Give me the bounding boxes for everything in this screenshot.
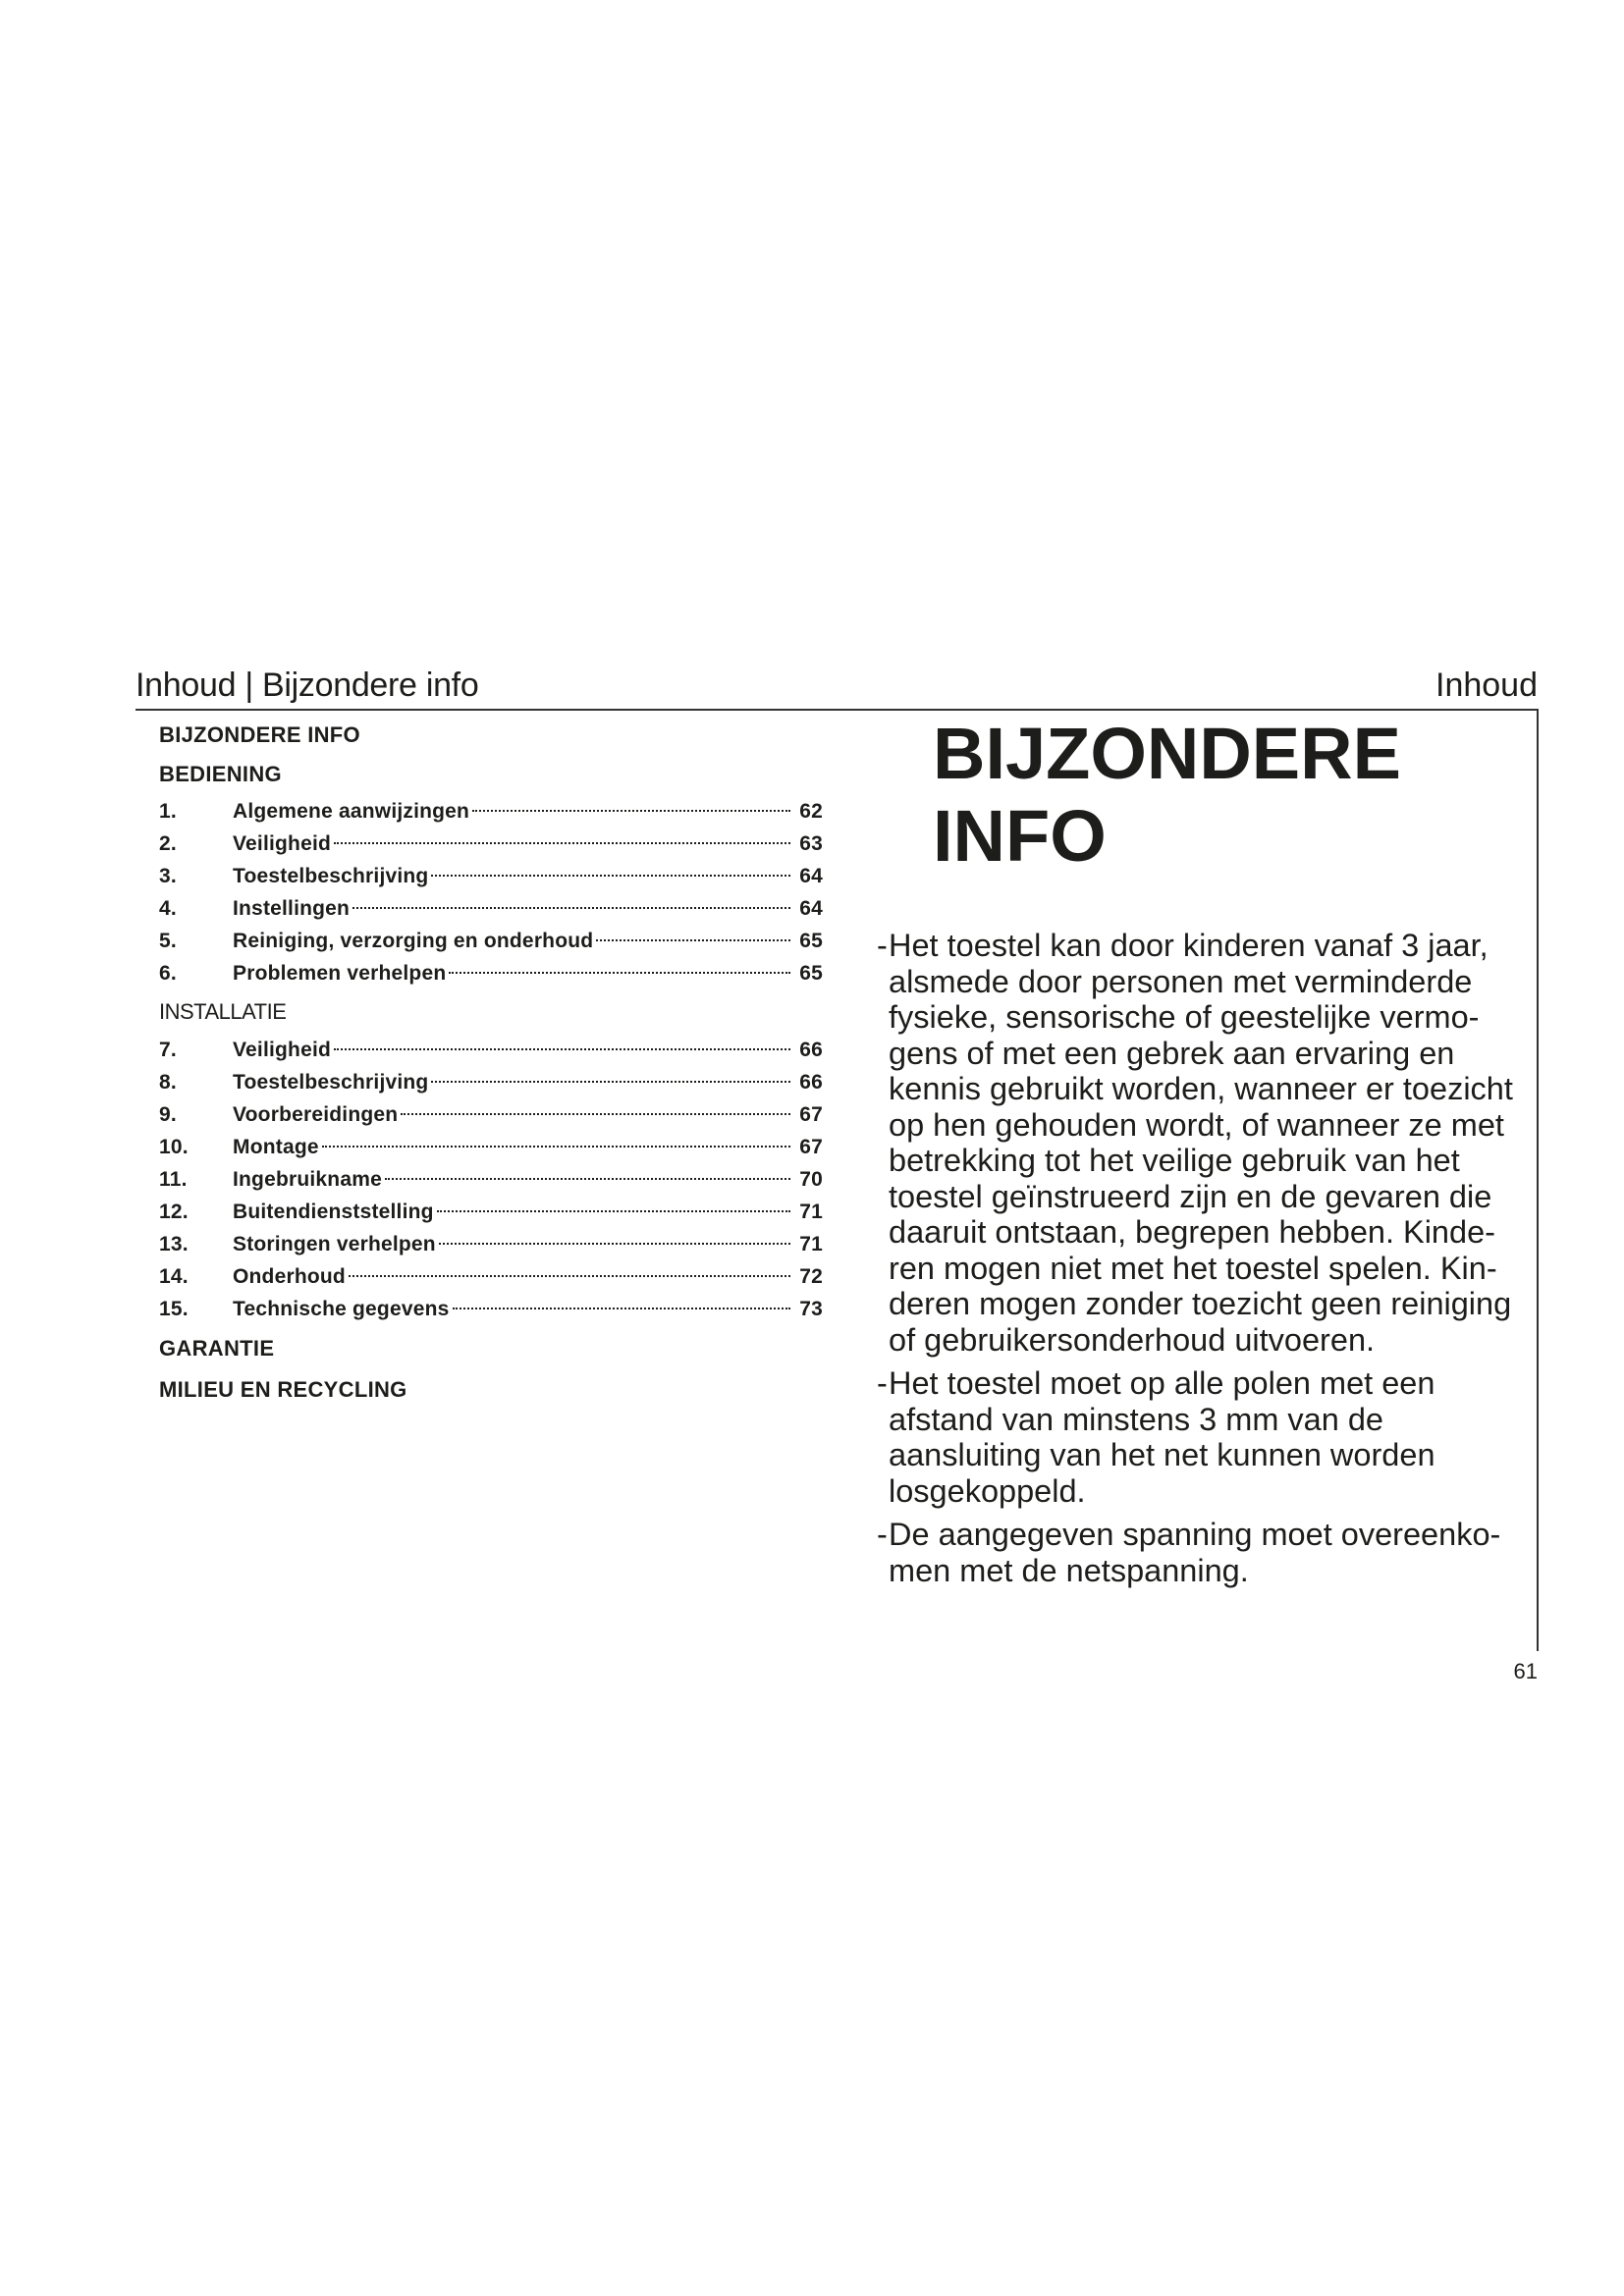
- toc-entry[interactable]: [159, 1101, 823, 1129]
- toc-entry[interactable]: [159, 1166, 823, 1194]
- toc-entry-page: 73: [799, 1298, 823, 1320]
- toc-entry[interactable]: [159, 1199, 823, 1226]
- safety-info-list: [877, 928, 1537, 1596]
- toc-entry[interactable]: [159, 1069, 823, 1096]
- toc-entry-number: 15.: [159, 1298, 189, 1320]
- toc-entry-number: 5.: [159, 930, 177, 952]
- toc-entry-title: Onderhoud: [233, 1265, 346, 1288]
- section-title: [933, 713, 1401, 878]
- toc-leader-dots: [352, 907, 790, 909]
- toc-entry[interactable]: [159, 1296, 823, 1323]
- toc-entry-number: 1.: [159, 800, 177, 823]
- toc-leader-dots: [401, 1113, 790, 1115]
- safety-info-item: [877, 1365, 1537, 1509]
- toc-entry[interactable]: [159, 798, 823, 826]
- toc-entry-page: 66: [799, 1039, 823, 1061]
- toc-entry-number: 12.: [159, 1201, 189, 1223]
- toc-entry-title: Toestelbeschrijving: [233, 1071, 429, 1094]
- toc-entry-number: 10.: [159, 1136, 189, 1158]
- toc-entry-title: Montage: [233, 1136, 319, 1158]
- toc-entry-title: Buitendienststelling: [233, 1201, 434, 1223]
- toc-entry-number: 13.: [159, 1233, 189, 1255]
- toc-entry-page: 71: [799, 1201, 823, 1223]
- safety-info-text: Het toestel kan door kinderen vanaf 3 jaar, alsmede door personen met verminderde fysieke, sensorische of geestelijke vermo- gens of met een gebrek aan ervaring en kennis gebruikt worden, wanneer er toezicht op hen gehouden wordt, of wanneer ze met betrekking tot het veilige gebruik van het toestel geïnstrueerd zijn en de gevaren die daaruit ontstaan, begrepen hebben. Kinde- ren mogen niet met het toestel spelen. Kin- deren mogen zonder toezicht geen reiniging of gebruikersonderhoud uitvoeren.: [889, 928, 1513, 1358]
- safety-info-item: [877, 1517, 1537, 1588]
- toc-entry[interactable]: [159, 895, 823, 923]
- toc-entry-number: 14.: [159, 1265, 189, 1288]
- toc-heading-milieu[interactable]: MILIEU EN RECYCLING: [159, 1377, 407, 1402]
- toc-entry-number: 11.: [159, 1168, 188, 1191]
- toc-entry-number: 6.: [159, 962, 177, 985]
- toc-leader-dots: [431, 1081, 790, 1083]
- toc-entry[interactable]: [159, 1263, 823, 1291]
- toc-leader-dots: [322, 1146, 790, 1148]
- toc-entry[interactable]: [159, 1134, 823, 1161]
- toc-leader-dots: [431, 875, 790, 877]
- toc-entry-title: Veiligheid: [233, 832, 332, 855]
- page-header: [135, 654, 1538, 711]
- toc-heading-info[interactable]: BIJZONDERE INFO: [159, 722, 360, 747]
- toc-entry-title: Algemene aanwijzingen: [233, 800, 470, 823]
- dash-bullet: -: [877, 928, 888, 963]
- toc-leader-dots: [596, 939, 790, 941]
- toc-entry-title: Ingebruikname: [233, 1168, 382, 1191]
- toc-entry-title: Problemen verhelpen: [233, 962, 447, 985]
- toc-entry-page: 70: [799, 1168, 823, 1191]
- safety-info-text: De aangegeven spanning moet overeenko- men met de netspanning.: [889, 1517, 1501, 1588]
- toc-entry-number: 7.: [159, 1039, 177, 1061]
- toc-entry-number: 3.: [159, 865, 177, 887]
- toc-leader-dots: [334, 842, 790, 844]
- toc-leader-dots: [453, 1308, 791, 1309]
- toc-leader-dots: [439, 1243, 790, 1245]
- toc-leader-dots: [472, 810, 790, 812]
- toc-entry-title: Instellingen: [233, 897, 351, 920]
- toc-entry-page: 62: [799, 800, 823, 823]
- right-border-rule: [1537, 709, 1539, 1651]
- toc-entry[interactable]: [159, 928, 823, 955]
- toc-entry-number: 4.: [159, 897, 177, 920]
- toc-entry-title: Veiligheid: [233, 1039, 332, 1061]
- page-number: 61: [1513, 1659, 1538, 1683]
- section-title-line-2: INFO: [933, 795, 1107, 877]
- toc-entry-page: 65: [799, 962, 823, 985]
- toc-entry-number: 9.: [159, 1103, 177, 1126]
- toc-entry[interactable]: [159, 1037, 823, 1064]
- toc-entry-title: Toestelbeschrijving: [233, 865, 429, 887]
- toc-entry-page: 67: [799, 1103, 823, 1126]
- toc-entry[interactable]: [159, 960, 823, 988]
- toc-leader-dots: [349, 1275, 790, 1277]
- toc-entry-page: 64: [799, 865, 823, 887]
- toc-entry-page: 67: [799, 1136, 823, 1158]
- safety-info-item: [877, 928, 1537, 1358]
- toc-entry-title: Storingen verhelpen: [233, 1233, 436, 1255]
- toc-entry-page: 72: [799, 1265, 823, 1288]
- toc-leader-dots: [385, 1178, 790, 1180]
- header-breadcrumb: Inhoud | Bijzondere info: [135, 667, 479, 704]
- toc-entry-page: 71: [799, 1233, 823, 1255]
- dash-bullet: -: [877, 1517, 888, 1552]
- toc-entry-page: 65: [799, 930, 823, 952]
- toc-entry-title: Reiniging, verzorging en onderhoud: [233, 930, 594, 952]
- toc-entry[interactable]: [159, 830, 823, 858]
- toc-entry-number: 2.: [159, 832, 177, 855]
- toc-heading-garantie[interactable]: GARANTIE: [159, 1336, 275, 1361]
- toc-leader-dots: [437, 1210, 790, 1212]
- toc-entry-page: 63: [799, 832, 823, 855]
- safety-info-text: Het toestel moet op alle polen met een afstand van minstens 3 mm van de aansluiting van het net kunnen worden losgekoppeld.: [889, 1365, 1435, 1509]
- toc-entry[interactable]: [159, 863, 823, 890]
- toc-entry-number: 8.: [159, 1071, 177, 1094]
- toc-entry-page: 64: [799, 897, 823, 920]
- toc-heading-installatie[interactable]: INSTALLATIE: [159, 999, 287, 1024]
- toc-entry-title: Voorbereidingen: [233, 1103, 399, 1126]
- toc-entry-title: Technische gegevens: [233, 1298, 450, 1320]
- toc-heading-bediening[interactable]: BEDIENING: [159, 762, 282, 786]
- toc-entry-page: 66: [799, 1071, 823, 1094]
- toc-leader-dots: [449, 972, 790, 974]
- section-title-line-1: BIJZONDERE: [933, 713, 1401, 794]
- toc-entry[interactable]: [159, 1231, 823, 1258]
- header-section: Inhoud: [1435, 667, 1538, 704]
- dash-bullet: -: [877, 1365, 888, 1401]
- toc-leader-dots: [334, 1048, 790, 1050]
